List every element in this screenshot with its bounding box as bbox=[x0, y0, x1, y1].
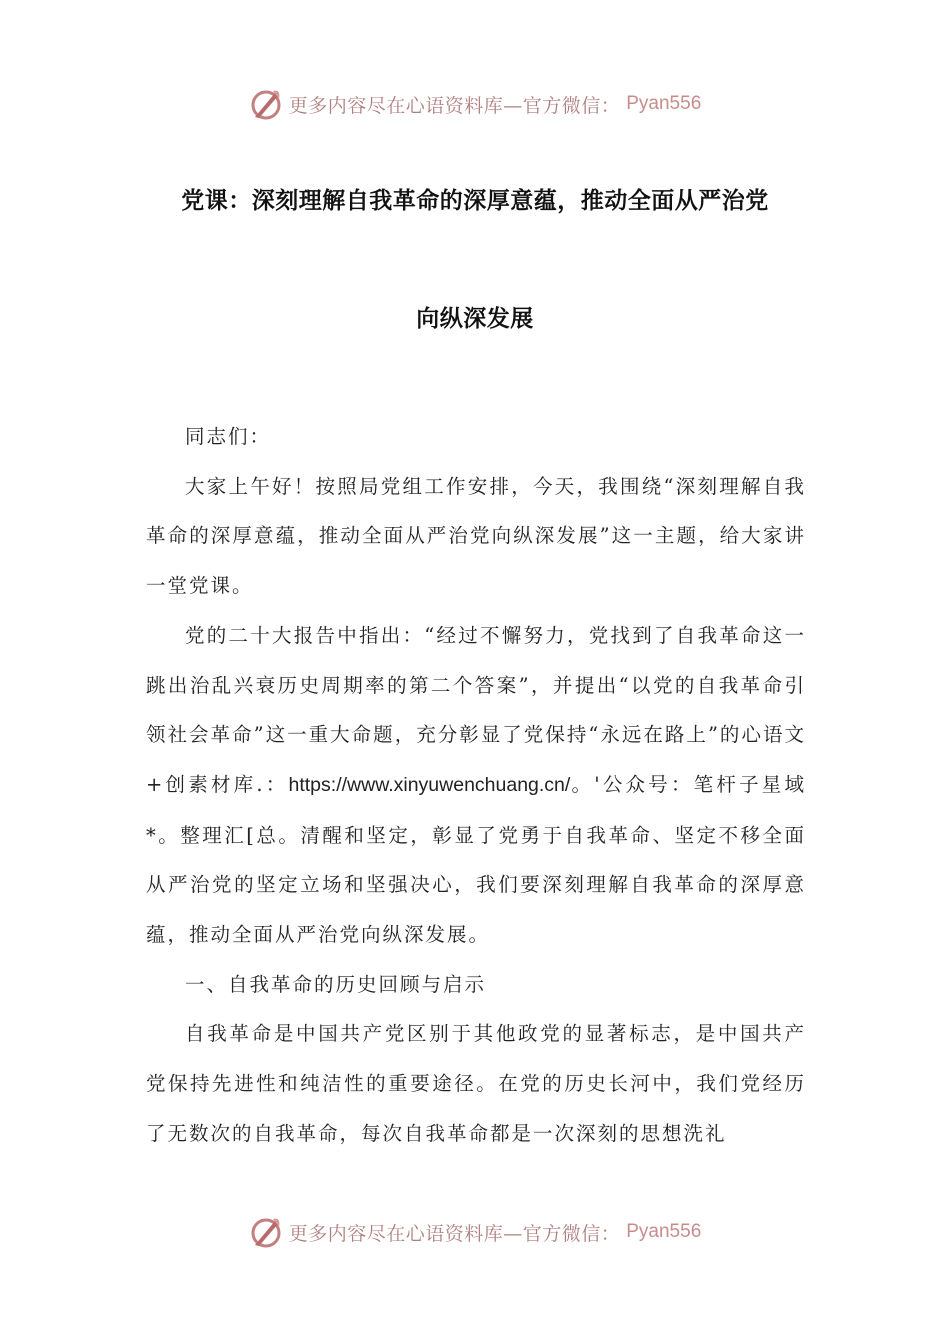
quill-logo-icon bbox=[249, 1215, 283, 1249]
banner-text: 更多内容尽在心语资料库—官方微信： bbox=[288, 1222, 621, 1245]
paragraph-2 bbox=[146, 611, 806, 960]
quill-logo-icon bbox=[249, 87, 283, 121]
footer-watermark-banner bbox=[0, 1212, 950, 1252]
section-heading-1: 一、自我革命的历史回顾与启示 bbox=[185, 972, 487, 996]
document-body bbox=[146, 412, 806, 1159]
greeting: 同志们： bbox=[185, 425, 272, 448]
header-watermark-banner bbox=[0, 84, 950, 124]
paragraph-3: 自我革命是中国共产党区别于其他政党的显著标志，是中国共产党保持先进性和纯洁性的重要途径。在党的历史长河中，我们党经历了无数次的自我革命，每次自我革命都是一次深刻的思想洗礼 bbox=[146, 1022, 806, 1145]
paragraph-2-text-a: 党的二十大报告中指出：“经过不懈努力，党找到了自我革命这一跳出治乱兴衰历史周期率的第二个答案”，并提出“以党的自我革命引领社会革命”这一重大命题，充分彰显了党保持“永远在路上”的心语文+创素材库.： bbox=[146, 623, 806, 796]
website-link[interactable]: https://www.xinyuwenchuang.cn/ bbox=[288, 773, 571, 796]
paragraph-1: 大家上午好！按照局党组工作安排，今天，我围绕“深刻理解自我革命的深厚意蕴，推动全面从严治党向纵深发展”这一主题，给大家讲一堂党课。 bbox=[146, 474, 806, 598]
document-title-line-2: 向纵深发展 bbox=[416, 306, 534, 332]
banner-wechat-id: Pyan556 bbox=[626, 93, 702, 114]
paragraph-2-text-b: 。'公众号：笔杆子星域*。整理汇[总。清醒和坚定，彰显了党勇于自我革命、坚定不移全面从严治党的坚定立场和坚强决心，我们要深刻理解自我革命的深厚意蕴，推动全面从严治党向纵深发展。 bbox=[146, 772, 806, 947]
banner-wechat-id: Pyan556 bbox=[626, 1221, 702, 1242]
banner-text: 更多内容尽在心语资料库—官方微信： bbox=[288, 94, 621, 117]
document-title-line-1: 党课：深刻理解自我革命的深厚意蕴，推动全面从严治党 bbox=[181, 188, 769, 214]
